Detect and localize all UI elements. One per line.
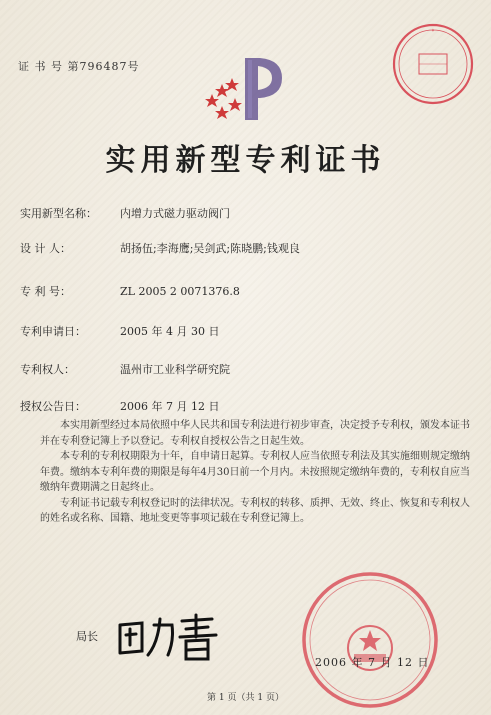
field-grant-date: [20, 398, 219, 414]
page-number: 第 1 页（共 1 页）: [207, 693, 284, 703]
field-label: 专利申请日：: [20, 325, 86, 338]
director-signature: [112, 605, 222, 665]
field-label: 专利权人：: [20, 363, 75, 376]
tax-seal-stamp: [391, 22, 475, 106]
field-label: 实用新型名称：: [20, 207, 97, 220]
field-patentee: [20, 361, 230, 377]
field-patent-number: [20, 283, 240, 299]
body-paragraph: 本实用新型经过本局依照中华人民共和国专利法进行初步审查，决定授予专利权，颁发本证书并在专利登记簿上予以登记。专利权自授权公告之日起生效。: [40, 420, 470, 447]
field-value: 温州市工业科学研究院: [120, 363, 230, 376]
field-application-date: [20, 323, 219, 339]
body-paragraph: 本专利的专利权期限为十年，自申请日起算。专利权人应当依照专利法及其实施细则规定缴纳年费。缴纳本专利年费的期限是每年4月30日前一个月内。未按照规定缴纳年费的，专利权自应当缴纳年费期满之日起终止。: [40, 451, 470, 493]
body-paragraph: 专利证书记载专利权登记时的法律状况。专利权的转移、质押、无效、终止、恢复和专利权人的姓名或名称、国籍、地址变更等事项记载在专利登记簿上。: [40, 497, 470, 524]
issue-date: 2006 年 7 月 12 日: [315, 656, 430, 669]
field-label: 专 利 号：: [20, 285, 71, 298]
field-value: 2005 年 4 月 30 日: [120, 325, 220, 338]
page-title: 实用新型专利证书: [105, 143, 386, 178]
patent-office-logo: [200, 48, 300, 128]
svg-text:✦: ✦: [430, 28, 436, 34]
field-value: 2006 年 7 月 12 日: [120, 400, 220, 413]
certificate-body: [40, 418, 470, 527]
official-seal-stamp: [300, 570, 440, 710]
field-utility-name: [20, 205, 230, 221]
field-label: 设 计 人：: [20, 242, 71, 255]
director-label: 局长: [76, 630, 98, 643]
certificate-number: 证 书 号 第796487号: [18, 60, 140, 73]
field-value: ZL 2005 2 0071376.8: [120, 285, 240, 298]
field-label: 授权公告日：: [20, 400, 86, 413]
field-value: 胡扬伍;李海鹰;吴剑武;陈晓鹏;钱观良: [120, 242, 300, 255]
field-designers: [20, 240, 300, 256]
field-value: 内增力式磁力驱动阀门: [120, 207, 230, 220]
